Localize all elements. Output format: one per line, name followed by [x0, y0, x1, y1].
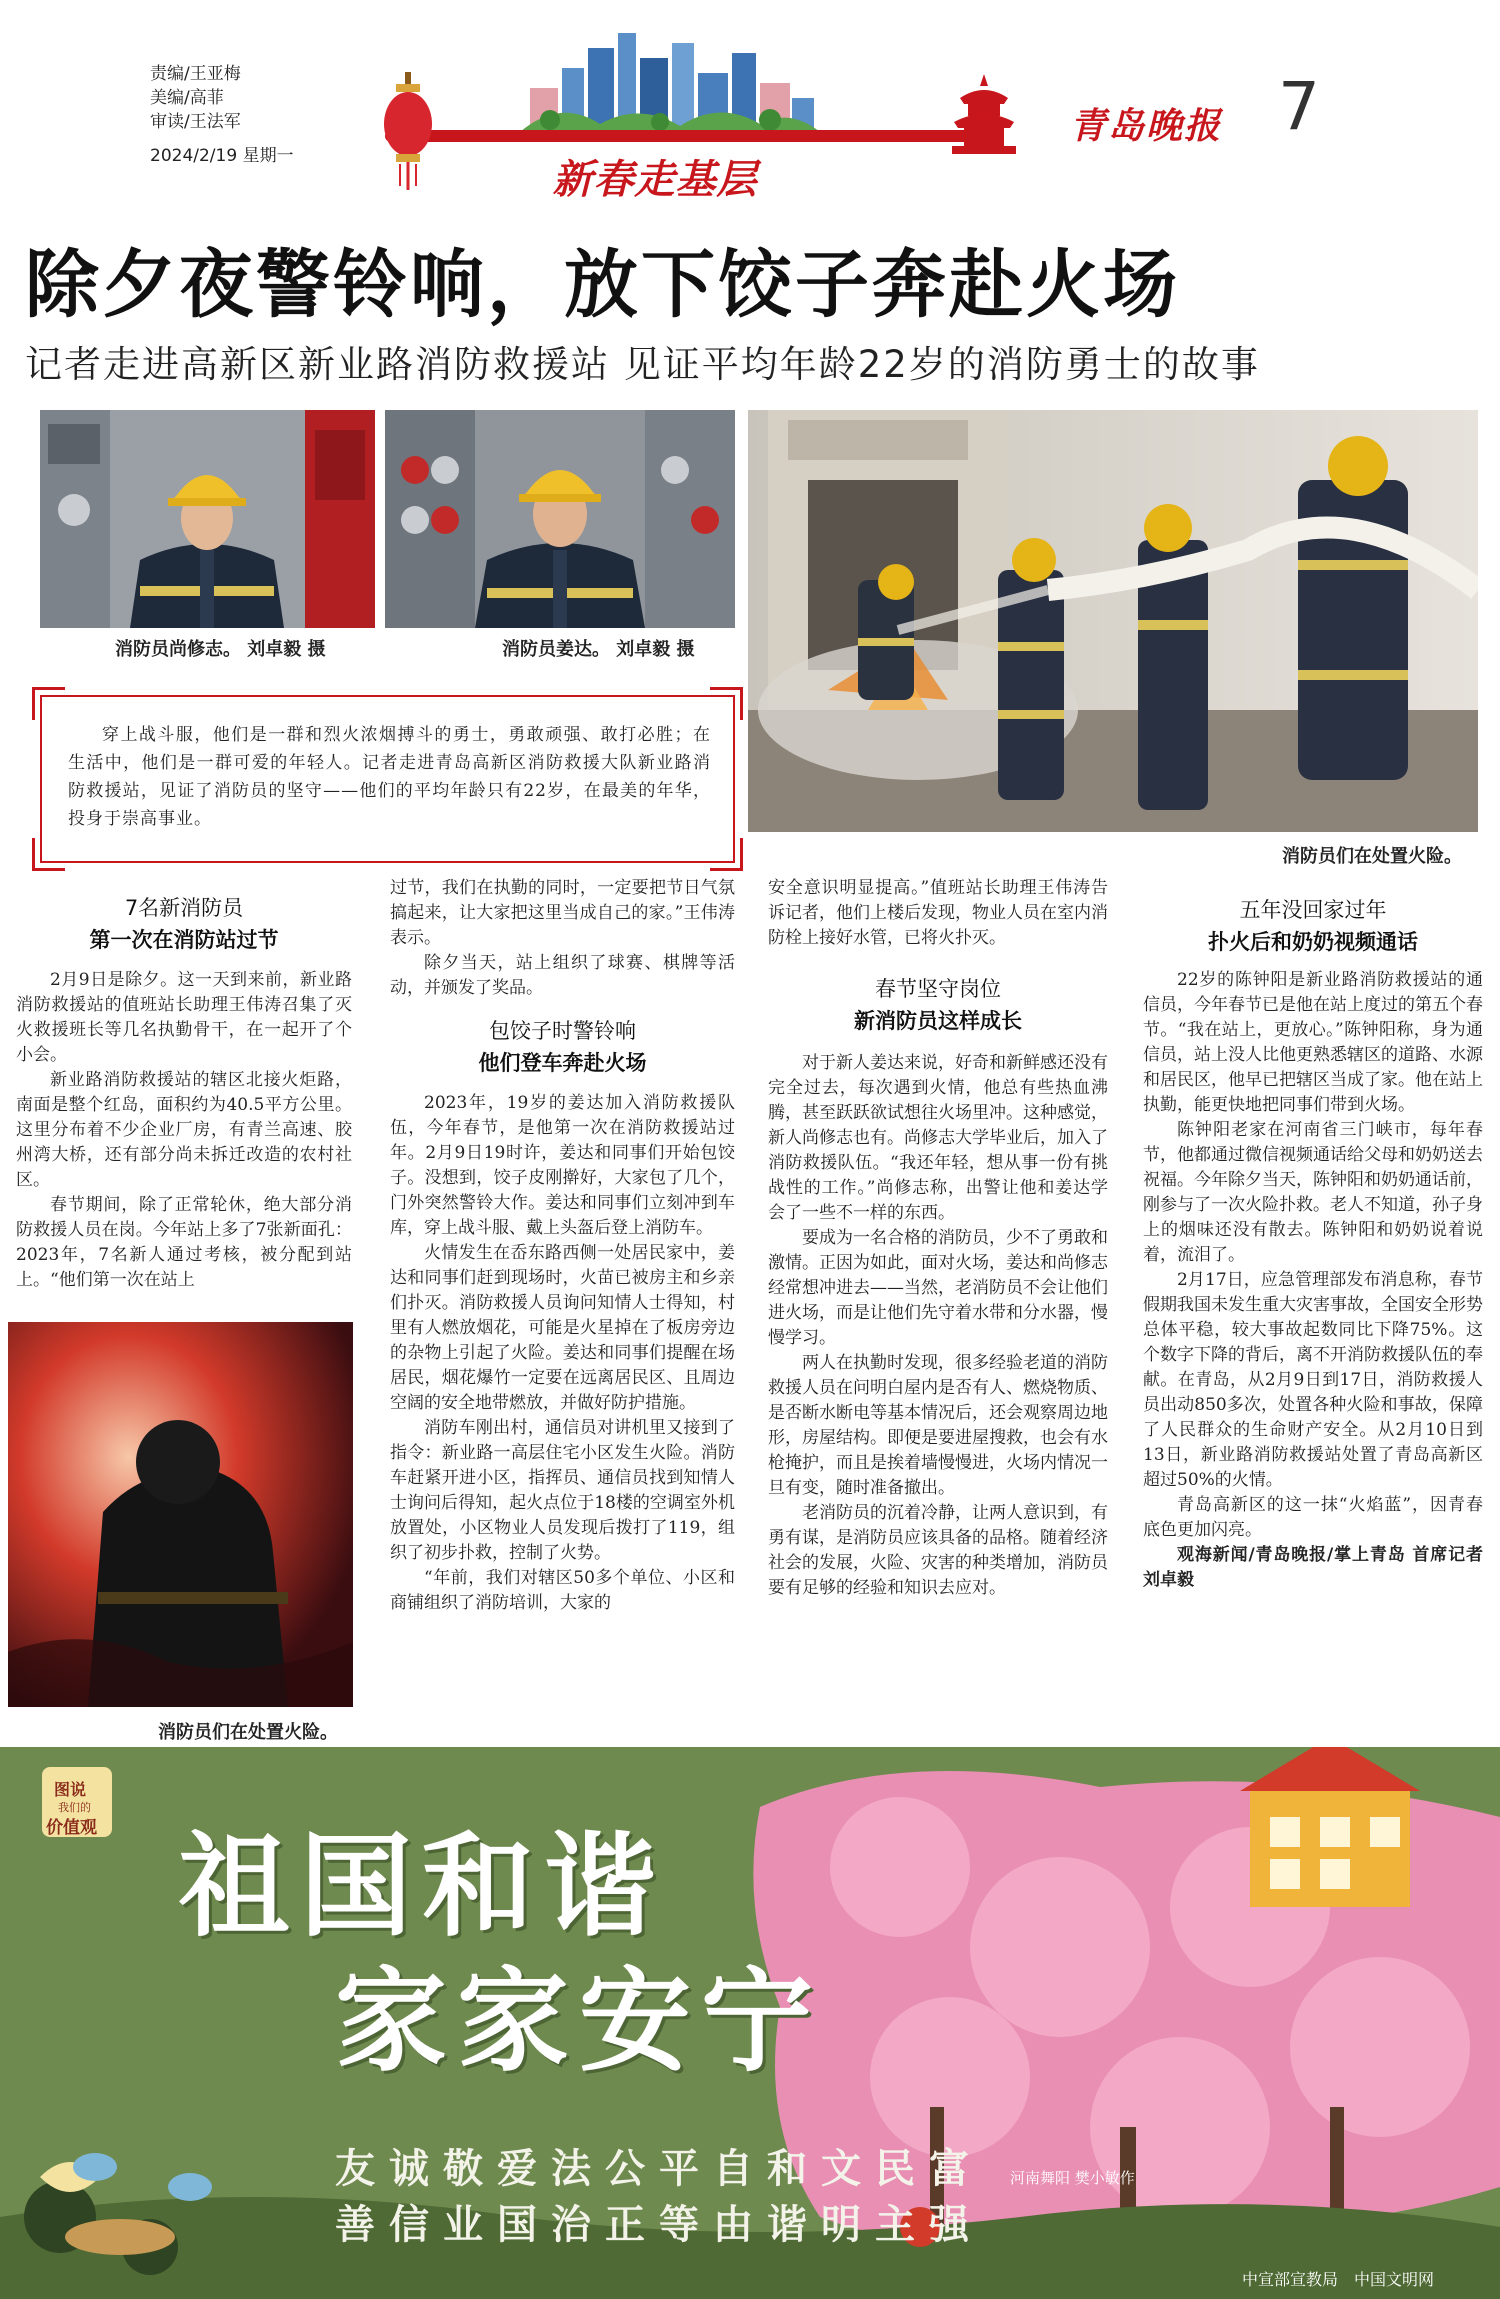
paragraph: 陈钟阳老家在河南省三门峡市，每年春节，他都通过微信视频通话给父母和奶奶送去祝福。今年除夕当天，陈钟阳和奶奶通话前，刚参与了一次火险扑救。老人不知道，孙子身上的烟味还没有散去。陈钟阳和奶奶说着说着，流泪了。 — [1143, 1120, 1483, 1265]
subtitle-line-1: 春节坚守岗位 — [875, 977, 1001, 1001]
paragraph: 对于新人姜达来说，好奇和新鲜感还没有完全过去，每次遇到火情，他总有些热血沸腾，甚至跃跃欲试想往火场里冲。这种感觉，新人尚修志也有。尚修志大学毕业后，加入了消防救援队伍。“我还年轻，想从事一份有挑战性的工作。”尚修志称，出警让他和姜达学会了一些不一样的东西。 — [768, 1053, 1108, 1223]
section-subtitle — [1143, 894, 1483, 958]
photo-caption: 消防员姜达。 刘卓毅 摄 — [502, 639, 695, 660]
paragraph: 除夕当天，站上组织了球赛、棋牌等活动，并颁发了奖品。 — [390, 953, 735, 998]
subtitle-line-1: 五年没回家过年 — [1239, 898, 1387, 922]
zhanqiao-tower-icon — [948, 70, 1020, 158]
frame-corner — [710, 838, 743, 871]
article-column-2 — [390, 876, 735, 1616]
subtitle-line-1: 包饺子时警铃响 — [489, 1019, 636, 1043]
paragraph: 安全意识明显提高。”值班站长助理王伟涛告诉记者，他们上楼后发现，物业人员在室内消防栓上接好水管，已将火扑灭。 — [768, 878, 1108, 948]
paragraph: 火情发生在岙东路西侧一处居民家中，姜达和同事们赶到现场时，火苗已被房主和乡亲们扑灭。消防救援人员询问知情人士得知，村里有人燃放烟花，可能是火星掉在了板房旁边的杂物上引起了火险。姜达和同事们提醒在场居民，烟花爆竹一定要在远离居民区、且周边空阔的安全地带燃放，并做好防护措施。 — [390, 1243, 735, 1413]
paragraph: 2023年，19岁的姜达加入消防救援队伍，今年春节，是他第一次在消防救援站过年。2月9日19时许，姜达和同事们开始包饺子。没想到，饺子皮刚擀好，大家包了几个，门外突然警铃大作。姜达和同事们立刻冲到车库，穿上战斗服、戴上头盔后登上消防车。 — [390, 1093, 735, 1238]
photo-firefighter-jiang — [385, 410, 735, 628]
section-subtitle — [390, 1015, 735, 1079]
masthead-red-band — [385, 130, 970, 142]
values-poster — [0, 1747, 1500, 2299]
frame-corner — [32, 838, 65, 871]
subheadline: 记者走进高新区新业路消防救援站 见证平均年龄22岁的消防勇士的故事 — [25, 343, 1260, 386]
editor-credit: 责编/王亚梅 — [150, 64, 241, 84]
intro-box — [40, 695, 735, 863]
paragraph: 老消防员的沉着冷静，让两人意识到，有勇有谋，是消防员应该具备的品格。随着经济社会的发展，火险、灾害的种类增加，消防员要有足够的经验和知识去应对。 — [768, 1503, 1108, 1598]
proofreader-credit: 审读/王法军 — [150, 112, 241, 132]
subtitle-line-1: 7名新消防员 — [124, 896, 244, 920]
paragraph: 新业路消防救援站的辖区北接火炬路，南面是整个红岛，面积约为40.5平方公里。这里分布着不少企业厂房，有青兰高速、胶州湾大桥，还有部分尚未拆迁改造的农村社区。 — [16, 1070, 352, 1190]
paragraph: 春节期间，除了正常轮休，绝大部分消防救援人员在岗。今年站上多了7张新面孔：2023年，7名新人通过考核，被分配到站上。“他们第一次在站上 — [16, 1195, 352, 1290]
core-values-row-1: 友诚敬爱法公平自和文民富 — [335, 2145, 983, 2192]
poster-title-line-2: 家家安宁 — [335, 1957, 823, 2087]
photo-caption: 消防员尚修志。 刘卓毅 摄 — [115, 639, 326, 660]
editor-credits — [150, 62, 294, 168]
paragraph: 青岛高新区的这一抹“火焰蓝”，因青春底色更加闪亮。 — [1143, 1495, 1483, 1540]
badge-top: 图说 — [54, 1780, 87, 1799]
headline: 除夕夜警铃响，放下饺子奔赴火场 — [25, 242, 1180, 328]
subtitle-line-2: 新消防员这样成长 — [854, 1009, 1022, 1033]
newspaper-name: 青岛晚报 — [1070, 105, 1223, 147]
poster-title-line-1: 祖国和谐 — [178, 1822, 666, 1952]
article-column-3 — [768, 876, 1108, 1601]
paragraph: 消防车刚出村，通信员对讲机里又接到了指令：新业路一高层住宅小区发生火险。消防车赶紧开进小区，指挥员、通信员找到知情人士询问后得知，起火点位于18楼的空调室外机放置处，小区物业人员发现后拨打了119，组织了初步扑救，控制了火势。 — [390, 1418, 735, 1563]
page-number: 7 — [1278, 68, 1320, 145]
photo-firefighter-shang — [40, 410, 375, 628]
publisher-credit: 中宣部宣教局 中国文明网 — [1242, 2270, 1435, 2289]
frame-corner — [32, 687, 65, 720]
subtitle-line-2: 他们登车奔赴火场 — [478, 1051, 647, 1075]
paragraph: 过节，我们在执勤的同时，一定要把节日气氛搞起来，让大家把这里当成自己的家。”王伟涛表示。 — [390, 878, 735, 948]
photo-firefighter-night — [8, 1322, 353, 1707]
photo-caption: 消防员们在处置火险。 — [158, 1722, 338, 1743]
photo-caption: 消防员们在处置火险。 — [1282, 846, 1462, 867]
intro-text: 穿上战斗服，他们是一群和烈火浓烟搏斗的勇士，勇敢顽强、敢打必胜；在生活中，他们是一群可爱的年轻人。记者走进青岛高新区消防救援大队新业路消防救援站，见证了消防员的坚守——他们的平均年龄只有22岁，在最美的年华，投身于崇高事业。 — [68, 725, 711, 829]
badge-bottom: 价值观 — [46, 1818, 97, 1838]
paragraph: 要成为一名合格的消防员，少不了勇敢和激情。正因为如此，面对火场，姜达和尚修志经常想冲进去——当然，老消防员不会让他们进火场，而是让他们先守着水带和分水器，慢慢学习。 — [768, 1228, 1108, 1348]
section-label: 新春走基层 — [552, 157, 758, 203]
section-subtitle — [768, 973, 1108, 1037]
subtitle-line-2: 扑火后和奶奶视频通话 — [1208, 930, 1418, 954]
frame-corner — [710, 687, 743, 720]
paragraph: 2月9日是除夕。这一天到来前，新业路消防救援站的值班站长助理王伟涛召集了灭火救援班长等几名执勤骨干，在一起开了个小会。 — [16, 970, 352, 1065]
lantern-icon — [378, 72, 438, 192]
core-values-row-2: 善信业国治正等由谐明主强 — [335, 2201, 983, 2248]
city-skyline-illustration — [520, 28, 820, 132]
byline: 观海新闻/青岛晚报/掌上青岛 首席记者 刘卓毅 — [1143, 1545, 1483, 1590]
paragraph: 2月17日，应急管理部发布消息称，春节假期我国未发生重大灾害事故，全国安全形势总体平稳，较大事故起数同比下降75%。这个数字下降的背后，离不开消防救援队伍的奉献。在青岛，从2月9日到17日，消防救援人员出动850多次，处置各种火险和事故，保障了人民群众的生命财产安全。从2月10日到13日，新业路消防救援站处置了青岛高新区超过50%的火情。 — [1143, 1270, 1483, 1490]
article-column-4 — [1143, 894, 1483, 1593]
section-subtitle — [16, 892, 352, 956]
paragraph: 22岁的陈钟阳是新业路消防救援站的通信员，今年春节已是他在站上度过的第五个春节。“我在站上，更放心。”陈钟阳称，身为通信员，站上没人比他更熟悉辖区的道路、水源和居民区，他早已把辖区当成了家。他在站上执勤，能更快地把同事们带到火场。 — [1143, 970, 1483, 1115]
photo-firefighters-hose — [748, 410, 1478, 832]
paragraph: 两人在执勤时发现，很多经验老道的消防救援人员在问明白屋内是否有人、燃烧物质、是否断水断电等基本情况后，还会观察周边地形，房屋结构。即便是要进屋搜救，也会有水枪掩护，而且是挨着墙慢慢进，火场内情况一旦有变，随时准备撤出。 — [768, 1353, 1108, 1498]
badge-mid: 我们的 — [58, 1801, 91, 1814]
issue-date: 2024/2/19 星期一 — [150, 146, 294, 166]
artist-credit: 河南舞阳 樊小敏作 — [1010, 2169, 1135, 2187]
designer-credit: 美编/高菲 — [150, 88, 224, 108]
paragraph: “年前，我们对辖区50多个单位、小区和商铺组织了消防培训，大家的 — [390, 1568, 735, 1613]
subtitle-line-2: 第一次在消防站过节 — [89, 928, 279, 952]
article-column-1 — [16, 892, 352, 1293]
